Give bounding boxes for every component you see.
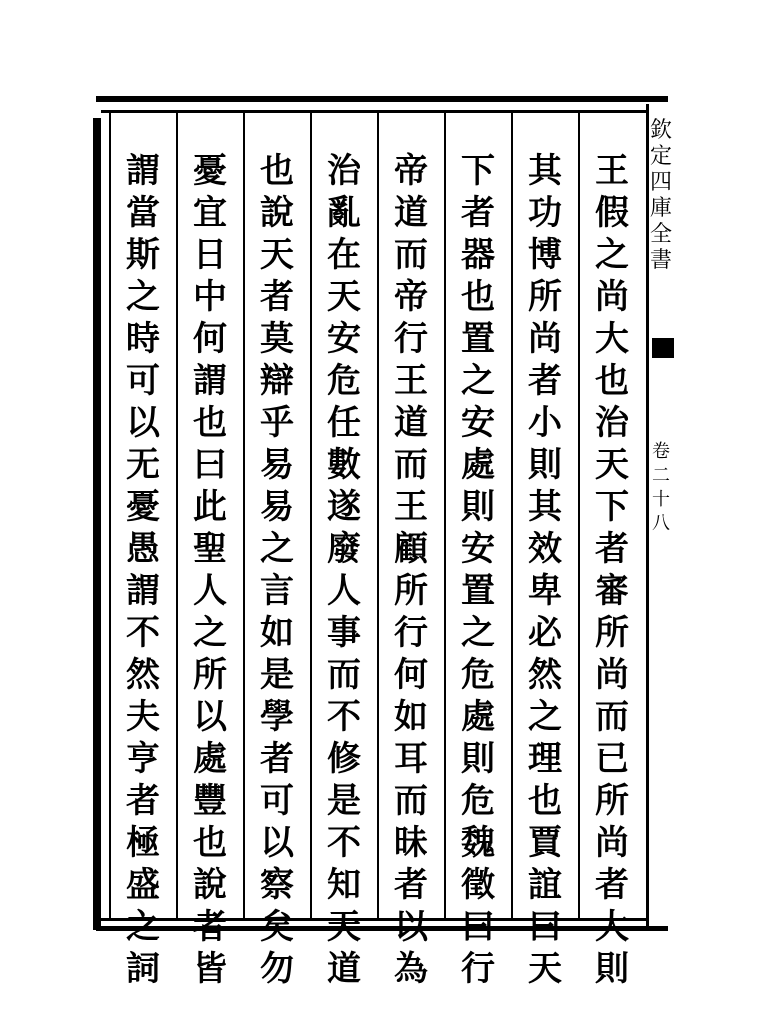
text-character: 曰 (528, 907, 562, 947)
text-character: 天 (327, 907, 361, 947)
text-character: 盛 (126, 865, 160, 905)
text-character: 天 (528, 949, 562, 989)
text-character: 安 (461, 529, 495, 569)
text-character: 事 (327, 613, 361, 653)
text-character: 人 (327, 571, 361, 611)
text-column (587, 150, 637, 990)
column-rule (511, 112, 513, 918)
text-character: 行 (394, 613, 428, 653)
title-character: 定 (650, 144, 673, 169)
text-character: 天 (260, 235, 294, 275)
text-character: 而 (394, 235, 428, 275)
text-character: 聖 (193, 529, 227, 569)
text-character: 危 (327, 361, 361, 401)
text-character: 而 (327, 655, 361, 695)
text-character: 卑 (528, 571, 562, 611)
column-rule (176, 112, 178, 918)
text-character: 尚 (595, 277, 629, 317)
text-character: 大 (595, 907, 629, 947)
text-character: 則 (595, 949, 629, 989)
text-character: 為 (394, 949, 428, 989)
text-character: 亂 (327, 193, 361, 233)
text-character: 以 (126, 403, 160, 443)
column-rule (377, 112, 379, 918)
text-character: 廢 (327, 529, 361, 569)
text-character: 知 (327, 865, 361, 905)
text-character: 之 (595, 235, 629, 275)
text-character: 者 (528, 361, 562, 401)
text-character: 曰 (461, 907, 495, 947)
text-column (386, 150, 436, 990)
text-character: 无 (126, 445, 160, 485)
text-character: 安 (461, 403, 495, 443)
title-character: 書 (650, 248, 673, 273)
text-character: 豐 (193, 781, 227, 821)
text-character: 是 (260, 655, 294, 695)
text-column (319, 150, 369, 990)
text-column (118, 150, 168, 990)
text-character: 可 (126, 361, 160, 401)
text-character: 說 (193, 865, 227, 905)
text-character: 在 (327, 235, 361, 275)
text-character: 乎 (260, 403, 294, 443)
text-character: 審 (595, 571, 629, 611)
text-character: 皆 (193, 949, 227, 989)
inner-top-border (101, 110, 649, 113)
text-character: 以 (193, 697, 227, 737)
text-character: 時 (126, 319, 160, 359)
frame-top-border (96, 96, 668, 102)
text-character: 其 (528, 151, 562, 191)
text-character: 以 (394, 907, 428, 947)
text-character: 也 (528, 781, 562, 821)
text-character: 而 (394, 445, 428, 485)
text-character: 者 (126, 781, 160, 821)
text-character: 治 (327, 151, 361, 191)
text-character: 而 (394, 781, 428, 821)
text-column (252, 150, 302, 990)
text-character: 謂 (193, 361, 227, 401)
text-character: 置 (461, 319, 495, 359)
text-character: 此 (193, 487, 227, 527)
text-character: 器 (461, 235, 495, 275)
text-character: 不 (327, 697, 361, 737)
text-character: 者 (193, 907, 227, 947)
text-column (520, 150, 570, 990)
text-character: 道 (394, 193, 428, 233)
column-rule (109, 112, 111, 918)
text-character: 然 (528, 655, 562, 695)
text-character: 王 (595, 151, 629, 191)
text-character: 處 (461, 445, 495, 485)
text-character: 也 (193, 403, 227, 443)
text-character: 何 (394, 655, 428, 695)
volume-character: 卷 (652, 441, 670, 462)
text-character: 王 (394, 361, 428, 401)
text-character: 者 (260, 739, 294, 779)
text-character: 魏 (461, 823, 495, 863)
text-character: 之 (126, 907, 160, 947)
text-character: 博 (528, 235, 562, 275)
text-character: 顧 (394, 529, 428, 569)
text-character: 昧 (394, 823, 428, 863)
text-character: 理 (528, 739, 562, 779)
text-character: 察 (260, 865, 294, 905)
text-character: 謂 (126, 151, 160, 191)
text-character: 易 (260, 487, 294, 527)
text-character: 假 (595, 193, 629, 233)
text-character: 則 (461, 487, 495, 527)
volume-label (650, 440, 672, 536)
text-character: 處 (193, 739, 227, 779)
title-character: 全 (650, 222, 673, 247)
volume-character: 十 (652, 489, 670, 510)
text-character: 任 (327, 403, 361, 443)
text-character: 危 (461, 781, 495, 821)
text-character: 帝 (394, 277, 428, 317)
text-character: 所 (595, 781, 629, 821)
text-character: 小 (528, 403, 562, 443)
text-character: 者 (394, 865, 428, 905)
title-character: 庫 (650, 196, 673, 221)
text-character: 置 (461, 571, 495, 611)
text-character: 徵 (461, 865, 495, 905)
text-character: 數 (327, 445, 361, 485)
text-character: 尚 (595, 655, 629, 695)
frame-left-border (93, 118, 101, 930)
text-character: 言 (260, 571, 294, 611)
text-character: 也 (193, 823, 227, 863)
text-character: 說 (260, 193, 294, 233)
column-rule (310, 112, 312, 918)
text-character: 中 (193, 277, 227, 317)
text-character: 之 (126, 277, 160, 317)
text-character: 易 (260, 445, 294, 485)
text-character: 憂 (126, 487, 160, 527)
text-character: 道 (394, 403, 428, 443)
text-character: 斯 (126, 235, 160, 275)
column-rule (444, 112, 446, 918)
text-column (453, 150, 503, 990)
text-character: 可 (260, 781, 294, 821)
text-character: 之 (260, 529, 294, 569)
text-character: 莫 (260, 319, 294, 359)
volume-character: 二 (652, 465, 670, 486)
text-character: 遂 (327, 487, 361, 527)
text-character: 者 (461, 193, 495, 233)
text-character: 憂 (193, 151, 227, 191)
text-character: 已 (595, 739, 629, 779)
text-character: 功 (528, 193, 562, 233)
text-character: 如 (260, 613, 294, 653)
text-character: 之 (461, 361, 495, 401)
text-character: 愚 (126, 529, 160, 569)
volume-character: 八 (652, 513, 670, 534)
text-character: 何 (193, 319, 227, 359)
text-character: 所 (394, 571, 428, 611)
text-character: 辯 (260, 361, 294, 401)
text-character: 以 (260, 823, 294, 863)
text-character: 之 (193, 613, 227, 653)
text-character: 人 (193, 571, 227, 611)
text-character: 行 (461, 949, 495, 989)
text-character: 尚 (528, 319, 562, 359)
text-character: 尚 (595, 823, 629, 863)
title-character: 四 (650, 170, 673, 195)
column-rule (243, 112, 245, 918)
text-character: 者 (260, 277, 294, 317)
text-character: 宜 (193, 193, 227, 233)
text-character: 矣 (260, 907, 294, 947)
text-column (185, 150, 235, 990)
text-character: 日 (193, 235, 227, 275)
text-character: 效 (528, 529, 562, 569)
text-character: 不 (126, 613, 160, 653)
text-character: 謂 (126, 571, 160, 611)
text-character: 王 (394, 487, 428, 527)
text-character: 也 (461, 277, 495, 317)
text-character: 者 (595, 865, 629, 905)
text-character: 曰 (193, 445, 227, 485)
text-character: 詞 (126, 949, 160, 989)
frame-bottom-border (96, 926, 668, 931)
text-character: 然 (126, 655, 160, 695)
text-character: 夫 (126, 697, 160, 737)
text-character: 治 (595, 403, 629, 443)
text-character: 所 (528, 277, 562, 317)
text-character: 誼 (528, 865, 562, 905)
text-character: 修 (327, 739, 361, 779)
text-character: 天 (595, 445, 629, 485)
text-character: 道 (327, 949, 361, 989)
text-character: 所 (595, 613, 629, 653)
text-character: 者 (595, 529, 629, 569)
text-character: 學 (260, 697, 294, 737)
text-character: 如 (394, 697, 428, 737)
text-character: 安 (327, 319, 361, 359)
text-character: 極 (126, 823, 160, 863)
text-character: 不 (327, 823, 361, 863)
text-character: 勿 (260, 949, 294, 989)
text-character: 所 (193, 655, 227, 695)
text-character: 行 (394, 319, 428, 359)
text-character: 而 (595, 697, 629, 737)
text-character: 大 (595, 319, 629, 359)
text-character: 下 (461, 151, 495, 191)
text-character: 賈 (528, 823, 562, 863)
text-character: 也 (595, 361, 629, 401)
text-character: 處 (461, 697, 495, 737)
text-character: 則 (528, 445, 562, 485)
text-character: 也 (260, 151, 294, 191)
text-character: 必 (528, 613, 562, 653)
text-character: 耳 (394, 739, 428, 779)
text-character: 亨 (126, 739, 160, 779)
text-character: 危 (461, 655, 495, 695)
text-character: 帝 (394, 151, 428, 191)
text-character: 是 (327, 781, 361, 821)
text-character: 天 (327, 277, 361, 317)
text-character: 當 (126, 193, 160, 233)
text-character: 下 (595, 487, 629, 527)
book-title (650, 118, 672, 274)
text-character: 則 (461, 739, 495, 779)
column-rule (578, 112, 580, 918)
text-character: 之 (461, 613, 495, 653)
title-character: 欽 (650, 118, 673, 143)
text-character: 之 (528, 697, 562, 737)
fishtail-mark (652, 338, 674, 358)
text-character: 其 (528, 487, 562, 527)
